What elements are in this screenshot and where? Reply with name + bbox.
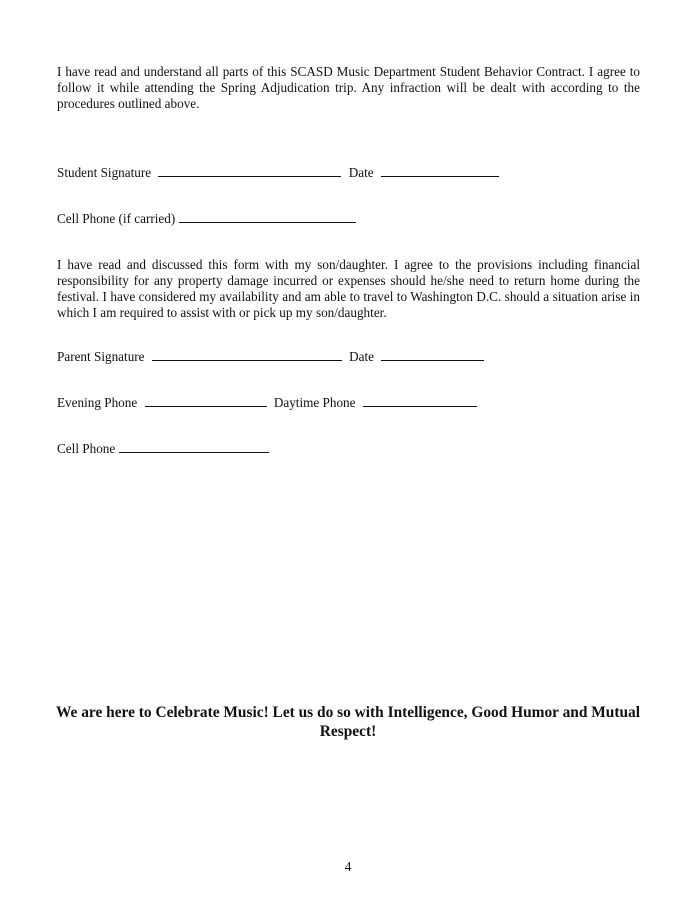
student-agreement-paragraph: I have read and understand all parts of this SCASD Music Department Student Behavior Contract. I agree to follow it while attending the Spring Adjudication trip. Any infraction will be dealt with according to the procedures outlined above. bbox=[57, 64, 640, 111]
daytime-phone-label: Daytime Phone bbox=[273, 395, 356, 410]
page-number: 4 bbox=[344, 859, 352, 874]
student-date-field[interactable] bbox=[381, 165, 499, 177]
parent-date-label: Date bbox=[349, 349, 375, 364]
student-cell-phone-field[interactable] bbox=[179, 211, 356, 223]
student-date-label: Date bbox=[348, 165, 374, 180]
parent-signature-row bbox=[57, 349, 484, 365]
student-signature-row bbox=[57, 165, 499, 181]
parent-agreement-paragraph: I have read and discussed this form with my son/daughter. I agree to the provisions including financial responsibility for any property damage incurred or expenses should he/she need to return home during the festival. I have considered my availability and am able to travel to Washington D.C. should a situation arise in which I am required to assist with or pick up my son/daughter. bbox=[57, 257, 640, 320]
parent-cell-phone-row bbox=[57, 441, 269, 457]
student-cell-phone-label: Cell Phone (if carried) bbox=[57, 211, 176, 226]
parent-cell-phone-label: Cell Phone bbox=[57, 441, 116, 456]
parent-date-field[interactable] bbox=[381, 349, 484, 361]
evening-phone-label: Evening Phone bbox=[57, 395, 138, 410]
daytime-phone-field[interactable] bbox=[363, 395, 477, 407]
parent-cell-phone-field[interactable] bbox=[119, 441, 269, 453]
evening-phone-field[interactable] bbox=[145, 395, 267, 407]
closing-message: We are here to Celebrate Music! Let us do so with Intelligence, Good Humor and Mutual Respect! bbox=[56, 704, 640, 740]
parent-signature-label: Parent Signature bbox=[57, 349, 145, 364]
student-signature-field[interactable] bbox=[158, 165, 341, 177]
parent-phone-row bbox=[57, 395, 477, 411]
student-cell-phone-row bbox=[57, 211, 356, 227]
student-signature-label: Student Signature bbox=[57, 165, 152, 180]
parent-signature-field[interactable] bbox=[152, 349, 342, 361]
